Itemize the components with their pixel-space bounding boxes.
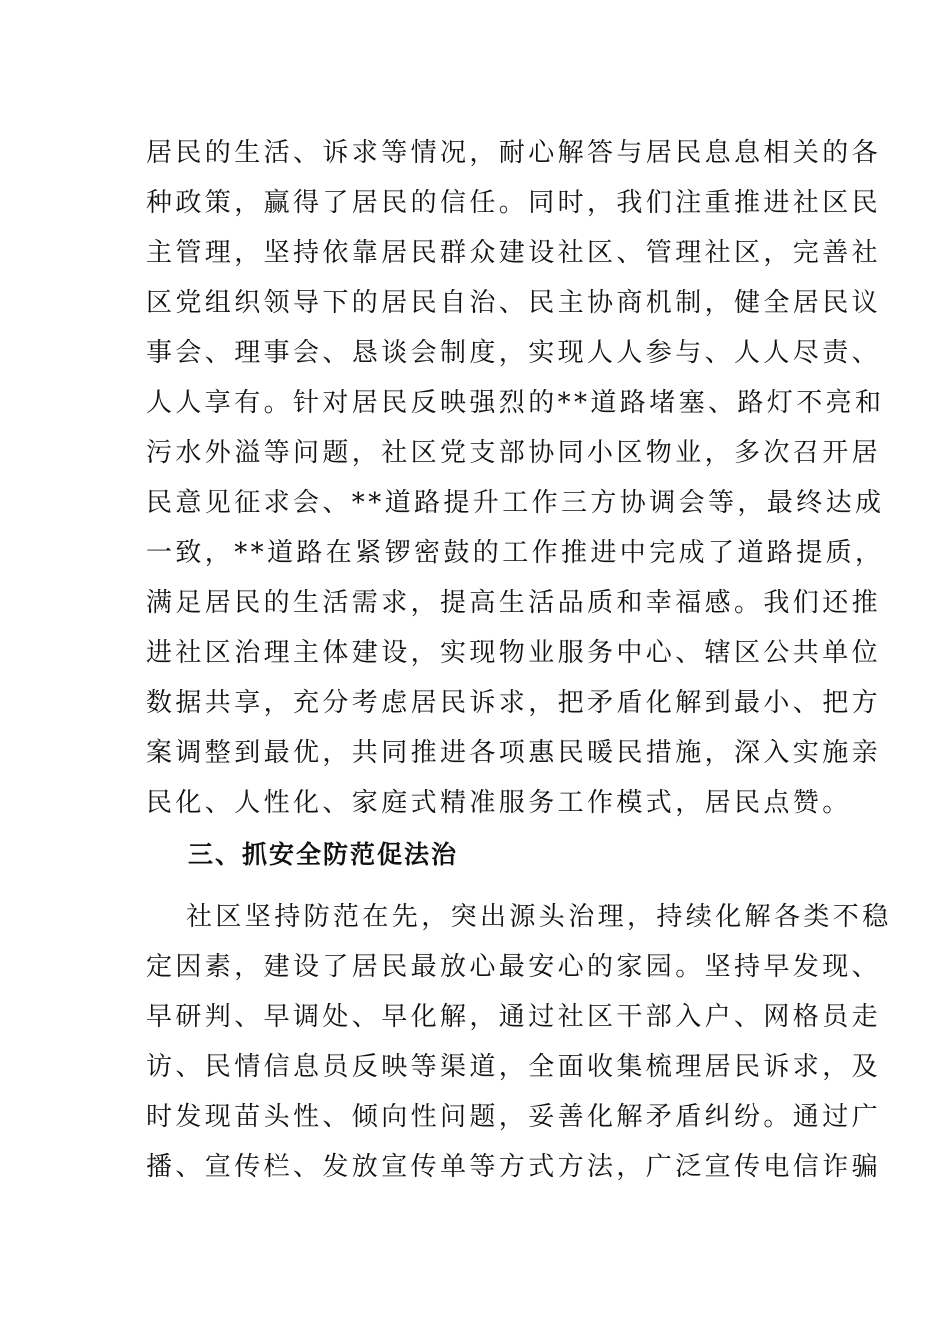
- text-line: 民化、人性化、家庭式精准服务工作模式，居民点赞。: [146, 788, 852, 818]
- text-line: 进社区治理主体建设，实现物业服务中心、辖区公共单位: [146, 638, 882, 668]
- text-line: 社区坚持防范在先，突出源头治理，持续化解各类不稳: [186, 902, 892, 932]
- text-line: 早研判、早调处、早化解，通过社区干部入户、网格员走: [146, 1002, 882, 1032]
- text-line: 种政策，赢得了居民的信任。同时，我们注重推进社区民: [146, 188, 882, 218]
- section-heading: 三、抓安全防范促法治: [188, 840, 459, 869]
- text-line: 一致，**道路在紧锣密鼓的工作推进中完成了道路提质，: [146, 538, 885, 568]
- text-line: 访、民情信息员反映等渠道，全面收集梳理居民诉求，及: [146, 1052, 882, 1082]
- text-line: 播、宣传栏、发放宣传单等方式方法，广泛宣传电信诈骗: [146, 1152, 882, 1182]
- text-line: 定因素，建设了居民最放心最安心的家园。坚持早发现、: [146, 952, 882, 982]
- text-line: 时发现苗头性、倾向性问题，妥善化解矛盾纠纷。通过广: [146, 1102, 882, 1132]
- text-line: 满足居民的生活需求，提高生活品质和幸福感。我们还推: [146, 588, 882, 618]
- text-line: 案调整到最优，共同推进各项惠民暖民措施，深入实施亲: [146, 738, 882, 768]
- text-line: 民意见征求会、**道路提升工作三方协调会等，最终达成: [146, 488, 885, 518]
- paragraph-1: [146, 128, 885, 828]
- text-line: 事会、理事会、恳谈会制度，实现人人参与、人人尽责、: [146, 338, 882, 368]
- text-line: 污水外溢等问题，社区党支部协同小区物业，多次召开居: [146, 438, 882, 468]
- text-line: 区党组织领导下的居民自治、民主协商机制，健全居民议: [146, 288, 882, 318]
- paragraph-2: [146, 892, 892, 1192]
- text-line: 主管理，坚持依靠居民群众建设社区、管理社区，完善社: [146, 238, 882, 268]
- text-line: 数据共享，充分考虑居民诉求，把矛盾化解到最小、把方: [146, 688, 882, 718]
- text-line: 人人享有。针对居民反映强烈的**道路堵塞、路灯不亮和: [146, 388, 885, 418]
- text-line: 居民的生活、诉求等情况，耐心解答与居民息息相关的各: [146, 138, 882, 168]
